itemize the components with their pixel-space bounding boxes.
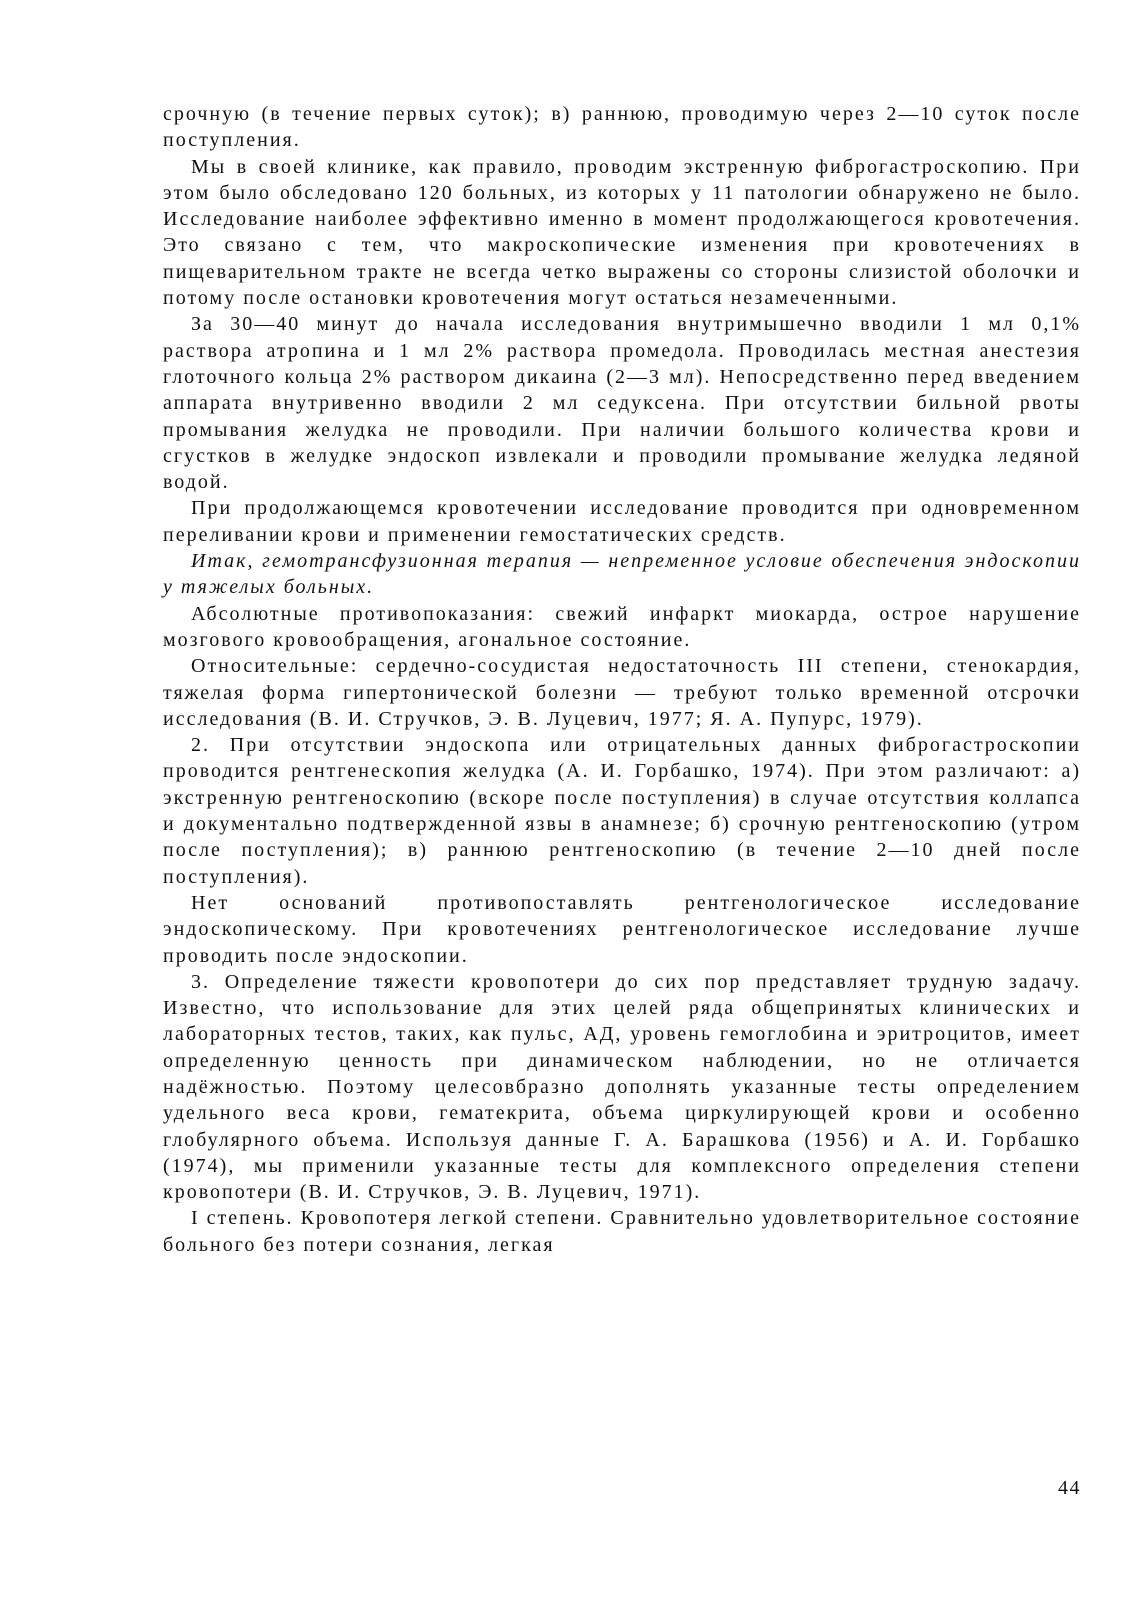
paragraph-item-2-radiography: 2. При отсутствии эндоскопа или отрицательных данных фиброгастроскопии проводится рентгенескопия желудка (А. И. Горбашко, 1974). При этом различают: а) экстренную рентгеноскопию (вскоре после поступления) в случае отсутствия коллапса и документально подтвержденной язвы в анамнезе; б) срочную рентгеноскопию (утром после поступления); в) раннюю рентгеноскопию (в течение 2—10 дней после поступления). [163, 734, 1081, 888]
paragraph-premedication: За 30—40 минут до начала исследования внутримышечно вводили 1 мл 0,1% раствора атропина и 1 мл 2% раствора промедола. Проводилась местная анестезия глоточного кольца 2% раствором дикаина (2—3 мл). Непосредственно перед введением аппарата внутривенно вводили 2 мл седуксена. При отсутствии бильной рвоты промывания желудка не проводили. При наличии большого количества крови и сгустков в желудке эндоскоп извлекали и проводили промывание желудка ледяной водой. [163, 313, 1081, 494]
paragraph-no-opposition: Нет оснований противопоставлять рентгенологическое исследование эндоскопическому. При кровотечениях рентгенологическое исследование лучше проводить после эндоскопии. [163, 891, 1081, 967]
page-number: 44 [1058, 1477, 1081, 1499]
paragraph-emergency-fgs: Мы в своей клинике, как правило, проводим экстренную фиброгастроскопию. При этом было обследовано 120 больных, из которых у 11 патологии обнаружено не было. Исследование наиболее эффективно именно в момент продолжающегося кровотечения. Это связано с тем, что макроскопические изменения при кровотечениях в пищеварительном тракте не всегда четко выражены со стороны слизистой оболочки и потому после остановки кровотечения могут остаться незамеченными. [163, 155, 1081, 310]
page-body-text [163, 101, 1081, 1258]
paragraph-absolute-contraindications: Абсолютные противопоказания: свежий инфаркт миокарда, острое нарушение мозгового кровообращения, агональное состояние. [163, 602, 1081, 651]
paragraph-ongoing-bleeding: При продолжающемся кровотечении исследование проводится при одновременном переливании крови и применении гемостатических средств. [163, 497, 1081, 546]
paragraph-degree-1: I степень. Кровопотеря легкой степени. Сравнительно удовлетворительное состояние больного без потери сознания, легкая [163, 1207, 1081, 1256]
paragraph-relative-contraindications: Относительные: сердечно-сосудистая недостаточность III степени, стенокардия, тяжелая форма гипертонической болезни — требуют только временной отсрочки исследования (В. И. Стручков, Э. В. Луцевич, 1977; Я. А. Пупурс, 1979). [163, 655, 1081, 730]
paragraph-item-3-blood-loss: 3. Определение тяжести кровопотери до сих пор представляет трудную задачу. Известно, что использование для этих целей ряда общепринятых клинических и лабораторных тестов, таких, как пульс, АД, уровень гемоглобина и эритроцитов, имеет определенную ценность при динамическом наблюдении, но не отличается надёжностью. Поэтому целесовбразно дополнять указанные тесты определением удельного веса крови, гематекрита, объема циркулирующей крови и особенно глобулярного объема. Используя данные Г. А. Барашкова (1956) и А. И. Горбашко (1974), мы применили указанные тесты для комплексного определения степени кровопотери (В. И. Стручков, Э. В. Луцевич, 1971). [163, 970, 1081, 1204]
paragraph-conclusion-italic: Итак, гемотрансфузионная терапия — непременное условие обеспечения эндоскопии у тяжелых больных. [163, 550, 1081, 599]
paragraph-continuation: срочную (в течение первых суток); в) раннюю, проводимую через 2—10 суток после поступления. [163, 103, 1081, 152]
